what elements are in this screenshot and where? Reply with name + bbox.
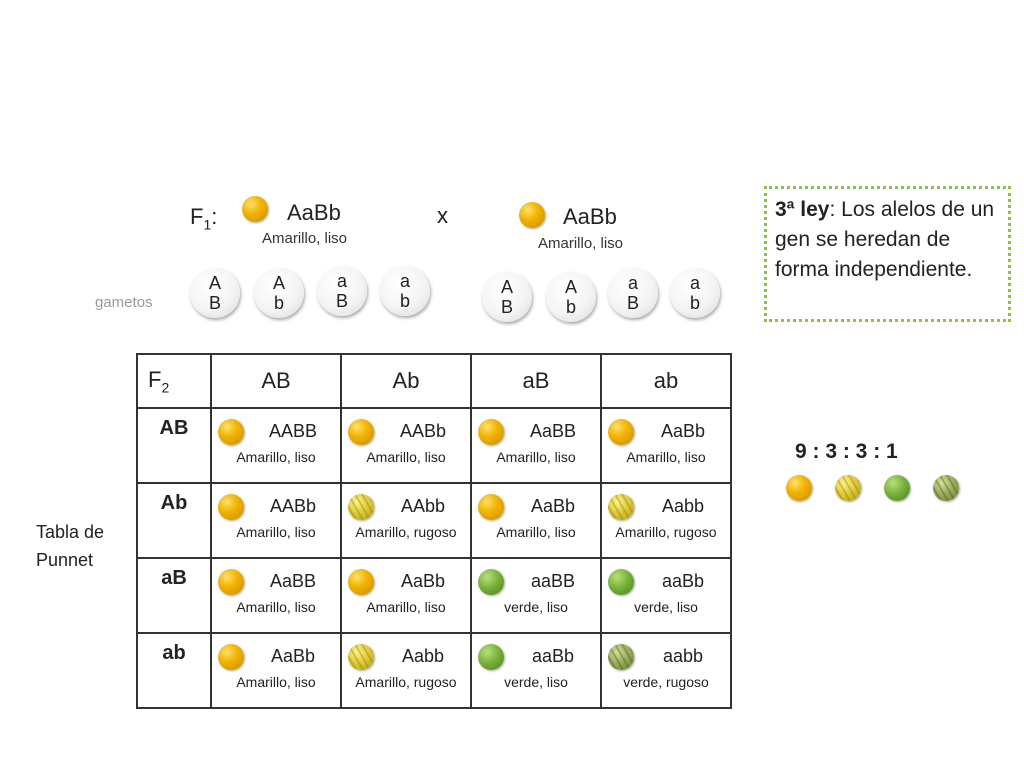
table-row: [137, 483, 731, 558]
parent1-genotype: AaBb: [287, 200, 341, 225]
table-cell: [341, 633, 471, 708]
cell-genotype: AABB: [268, 421, 318, 441]
cell-phenotype: Amarillo, rugoso: [615, 524, 717, 540]
pea-icon: [348, 569, 374, 595]
cell-phenotype: Amarillo, liso: [236, 599, 316, 615]
gametes-label: gametos: [95, 294, 153, 311]
row-header: ab: [137, 633, 211, 708]
cell-genotype: AaBB: [269, 571, 317, 591]
ratio-pea-yellow-smooth-icon: [786, 475, 812, 501]
cell-phenotype: Amarillo, liso: [236, 674, 316, 690]
parent2-phenotype: Amarillo, liso: [538, 235, 624, 252]
table-corner: $F_2$: [137, 354, 211, 408]
cell-genotype: aaBb: [661, 571, 705, 591]
table-cell: [601, 483, 731, 558]
pea-icon: [608, 569, 634, 595]
cell-phenotype: verde, rugoso: [623, 674, 709, 690]
table-cell: [601, 408, 731, 483]
table-cell: [211, 558, 341, 633]
pea-icon: [218, 419, 244, 445]
table-cell: [601, 633, 731, 708]
cell-genotype: aaBb: [531, 646, 575, 666]
cell-phenotype: verde, liso: [504, 599, 568, 615]
table-cell: [471, 483, 601, 558]
row-header: aB: [137, 558, 211, 633]
cell-phenotype: Amarillo, liso: [366, 449, 446, 465]
cell-phenotype: Amarillo, liso: [366, 599, 446, 615]
table-cell: [601, 558, 731, 633]
col-header: Ab: [341, 354, 471, 408]
gamete-right-2: A b: [546, 272, 596, 322]
pea-icon: [348, 419, 374, 445]
col-header: aB: [471, 354, 601, 408]
table-row: [137, 633, 731, 708]
pea-icon: [478, 644, 504, 670]
cell-phenotype: verde, liso: [504, 674, 568, 690]
third-law-box: [764, 186, 1011, 322]
parent2-genotype: AaBb: [563, 204, 617, 229]
row-header: AB: [137, 408, 211, 483]
pea-icon: [608, 494, 634, 520]
pea-icon: [348, 494, 374, 520]
cell-genotype: Aabb: [661, 496, 705, 516]
col-header: ab: [601, 354, 731, 408]
cell-genotype: AaBB: [529, 421, 577, 441]
table-cell: [341, 483, 471, 558]
pea-icon: [478, 494, 504, 520]
col-header: AB: [211, 354, 341, 408]
gamete-left-2: A b: [254, 268, 304, 318]
cell-genotype: AaBb: [530, 496, 576, 516]
table-cell: [471, 558, 601, 633]
cell-genotype: aabb: [662, 646, 704, 666]
cell-phenotype: Amarillo, liso: [236, 524, 316, 540]
cell-phenotype: Amarillo, rugoso: [355, 524, 457, 540]
pea-icon: [348, 644, 374, 670]
cell-phenotype: Amarillo, liso: [626, 449, 706, 465]
law-text: : Los alelos de un gen se heredan de forma independiente.: [775, 198, 995, 281]
pea-icon: [608, 419, 634, 445]
table-cell: [211, 408, 341, 483]
cell-genotype: AABb: [269, 496, 317, 516]
row-header: Ab: [137, 483, 211, 558]
cell-genotype: AABb: [399, 421, 447, 441]
pea-icon: [478, 569, 504, 595]
cell-genotype: Aabb: [401, 646, 445, 666]
pea-icon: [218, 494, 244, 520]
cell-phenotype: verde, liso: [634, 599, 698, 615]
table-row: [137, 558, 731, 633]
punnett-table: [136, 353, 732, 709]
cell-phenotype: Amarillo, liso: [236, 449, 316, 465]
cross-symbol: x: [437, 203, 448, 228]
gamete-left-3: a B: [317, 266, 367, 316]
cell-genotype: AaBb: [270, 646, 316, 666]
ratio-text: 9 : 3 : 3 : 1: [795, 440, 898, 463]
law-title: 3ª ley: [775, 198, 830, 221]
ratio-pea-green-wrinkled-icon: [933, 475, 959, 501]
ratio-pea-yellow-wrinkled-icon: [835, 475, 861, 501]
gamete-right-1: A B: [482, 272, 532, 322]
gamete-right-3: a B: [608, 268, 658, 318]
cell-genotype: AAbb: [400, 496, 446, 516]
pea-icon: [478, 419, 504, 445]
table-cell: [341, 558, 471, 633]
ratio-pea-green-smooth-icon: [884, 475, 910, 501]
pea-icon: [218, 644, 244, 670]
cell-phenotype: Amarillo, liso: [496, 524, 576, 540]
gamete-left-1: A B: [190, 268, 240, 318]
table-cell: [211, 483, 341, 558]
parent1-phenotype: Amarillo, liso: [262, 230, 348, 247]
cell-genotype: aaBB: [530, 571, 576, 591]
cell-genotype: AaBb: [660, 421, 706, 441]
f1-label: $F_1$:: [190, 204, 218, 233]
table-row: [137, 408, 731, 483]
parent2-pea-icon: [519, 202, 545, 228]
table-cell: [211, 633, 341, 708]
table-cell: [341, 408, 471, 483]
gamete-right-4: a b: [670, 268, 720, 318]
table-cell: [471, 633, 601, 708]
parent1-pea-icon: [242, 196, 268, 222]
pea-icon: [218, 569, 244, 595]
pea-icon: [608, 644, 634, 670]
table-cell: [471, 408, 601, 483]
cell-phenotype: Amarillo, rugoso: [355, 674, 457, 690]
gamete-left-4: a b: [380, 266, 430, 316]
table-label: Tabla de Punnet: [36, 522, 105, 570]
cell-genotype: AaBb: [400, 571, 446, 591]
cell-phenotype: Amarillo, liso: [496, 449, 576, 465]
table-header-row: [137, 354, 731, 408]
